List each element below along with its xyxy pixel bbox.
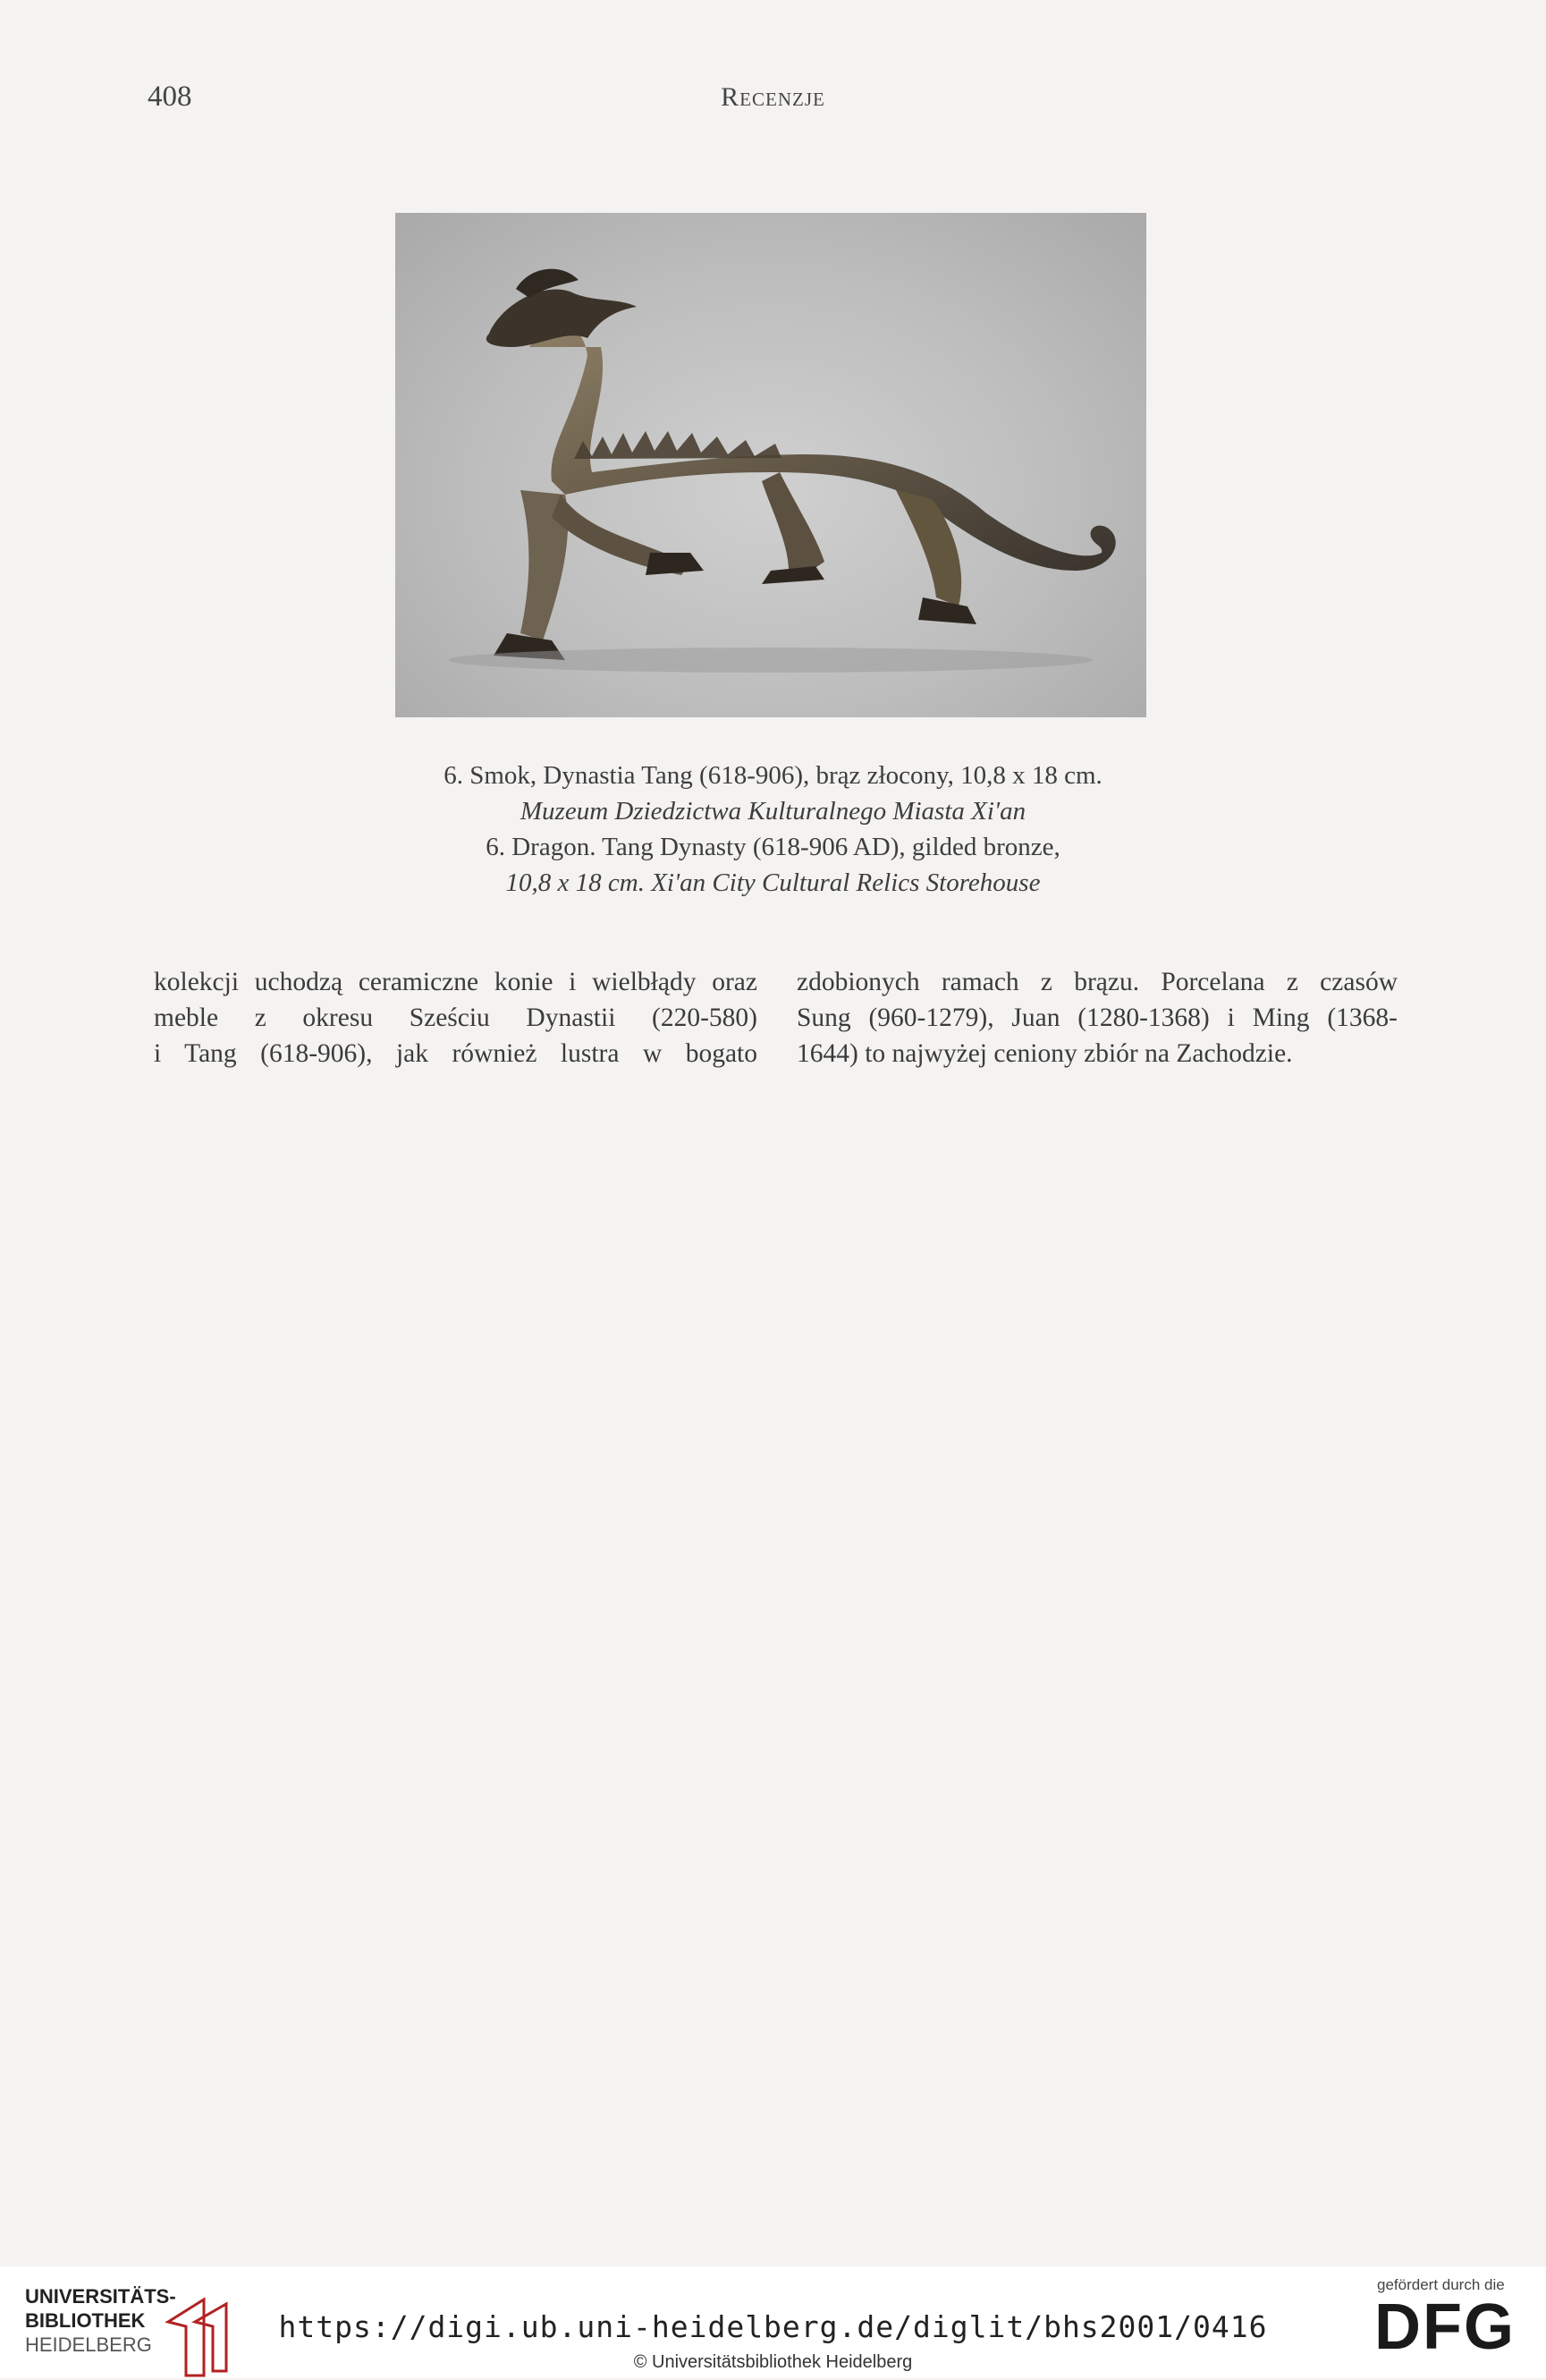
text-line: i Tang (618-906), jak również lustra w bogato (154, 1039, 757, 1068)
document-url-link[interactable]: https://digi.ub.uni-heidelberg.de/diglit/bhs2001/0416 (278, 2309, 1268, 2344)
text-line: meble z okresu Sześciu Dynastii (220-580) (154, 1004, 757, 1032)
text-line: zdobionych ramach z brązu. Porcelana z czasów (797, 968, 1398, 996)
library-name-line: BIBLIOTHEK (25, 2309, 146, 2332)
copyright-notice: © Universitätsbibliothek Heidelberg (633, 2352, 913, 2372)
running-head: Recenzje (721, 82, 825, 112)
caption-line: Muzeum Dziedzictwa Kulturalnego Miasta Xi'an (520, 797, 1026, 826)
figure-caption (0, 758, 1546, 901)
caption-line: 10,8 x 18 cm. Xi'an City Cultural Relics Storehouse (505, 868, 1041, 897)
text-line: Sung (960-1279), Juan (1280-1368) i Ming (1368- (797, 1004, 1398, 1032)
dragon-photo (395, 213, 1146, 717)
body-text-right-column (797, 964, 1398, 1071)
text-line: 1644) to najwyżej ceniony zbiór na Zachodzie. (797, 1039, 1293, 1068)
page-number: 408 (148, 80, 192, 113)
dragon-figure-illustration (395, 213, 1146, 717)
library-name-line: UNIVERSITÄTS- (25, 2285, 176, 2308)
dfg-logo[interactable]: DFG (1374, 2291, 1516, 2363)
library-name-line: HEIDELBERG (25, 2333, 152, 2356)
dfg-funding-note: gefördert durch die (1377, 2276, 1505, 2293)
text-line: kolekcji uchodzą ceramiczne konie i wielbłądy oraz (154, 968, 757, 996)
caption-line: 6. Dragon. Tang Dynasty (618-906 AD), gilded bronze, (486, 833, 1060, 861)
body-text-left-column (154, 964, 757, 1071)
caption-line: 6. Smok, Dynastia Tang (618-906), brąz złocony, 10,8 x 18 cm. (444, 761, 1102, 790)
